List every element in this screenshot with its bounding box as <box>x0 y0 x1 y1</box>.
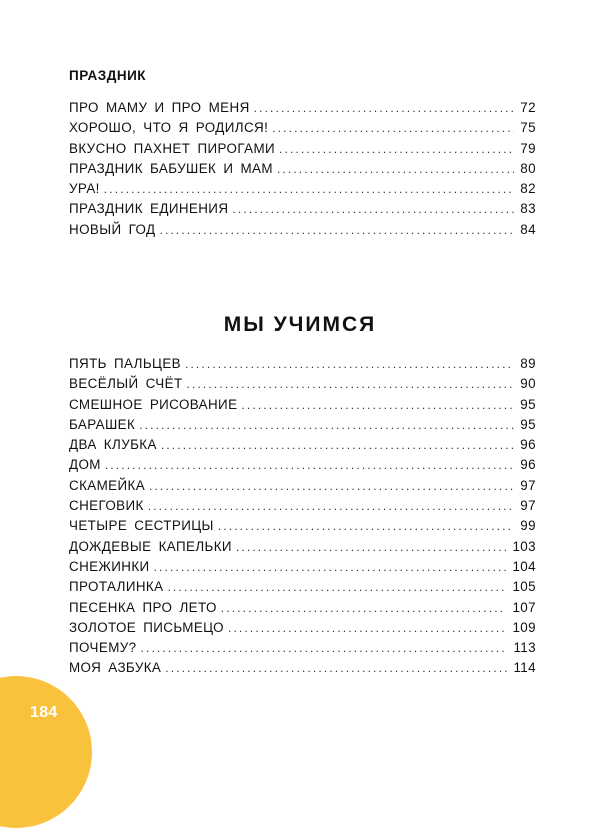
toc-dot-leader <box>228 618 506 638</box>
toc-entry <box>69 98 536 118</box>
toc-entry-page: 103 <box>512 538 536 554</box>
toc-entry-page: 97 <box>520 477 536 493</box>
toc-entry-page: 82 <box>520 181 536 197</box>
toc-entry-page: 96 <box>520 437 536 453</box>
toc-entry-page: 97 <box>520 498 536 514</box>
toc-entry <box>69 476 536 496</box>
toc-dot-leader <box>187 374 515 394</box>
toc-entry <box>69 374 536 394</box>
toc-entry-title: ПЕСЕНКА ПРО ЛЕТО <box>69 599 217 615</box>
toc-dot-leader <box>141 638 508 658</box>
toc-entry-page: 72 <box>520 100 536 115</box>
page-number: 184 <box>30 704 58 721</box>
toc-entry-title: СНЕГОВИК <box>69 498 144 514</box>
toc-entry <box>69 598 536 618</box>
toc-entry-page: 83 <box>520 201 536 217</box>
toc-entry-title: БАРАШЕК <box>69 416 136 432</box>
toc-entry <box>69 455 536 475</box>
toc-entry <box>69 395 536 415</box>
toc-entry-title: НОВЫЙ ГОД <box>69 221 156 237</box>
toc-entry-page: 99 <box>520 518 536 534</box>
toc-dot-leader <box>104 179 515 199</box>
toc-entry-title: ДВА КЛУБКА <box>69 437 157 453</box>
toc-dot-leader <box>254 98 515 118</box>
toc-dot-leader <box>241 395 514 415</box>
toc-dot-leader <box>279 139 514 159</box>
toc-entry <box>69 516 536 536</box>
toc-dot-leader <box>154 557 507 577</box>
page-corner-decoration <box>0 676 92 828</box>
section-heading-my-uchimsya: МЫ УЧИМСЯ <box>223 313 377 336</box>
toc-entry <box>69 118 536 138</box>
toc-entry-page: 109 <box>512 619 536 635</box>
toc-entry-title: ПРАЗДНИК ЕДИНЕНИЯ <box>69 201 229 217</box>
toc-dot-leader <box>105 455 514 475</box>
toc-entry <box>69 496 536 516</box>
toc-entry-page: 107 <box>512 599 536 615</box>
toc-entry-page: 95 <box>520 396 536 412</box>
toc-entry-title: СКАМЕЙКА <box>69 477 146 493</box>
toc-entry-title: СМЕШНОЕ РИСОВАНИЕ <box>69 396 238 412</box>
toc-list-my-uchimsya <box>69 354 536 679</box>
section-heading-prazdnik: ПРАЗДНИК <box>69 68 147 83</box>
toc-entry <box>69 220 536 240</box>
toc-entry <box>69 557 536 577</box>
toc-entry <box>69 658 536 678</box>
toc-entry-page: 84 <box>520 221 536 237</box>
toc-entry-title: ЧЕТЫРЕ СЕСТРИЦЫ <box>69 518 214 534</box>
toc-entry-page: 95 <box>520 416 536 432</box>
toc-dot-leader <box>165 658 507 678</box>
toc-entry-title: ДОЖДЕВЫЕ КАПЕЛЬКИ <box>69 538 232 554</box>
toc-entry-title: ДОМ <box>69 457 101 473</box>
toc-entry-page: 113 <box>513 640 536 656</box>
toc-entry-page: 96 <box>520 457 536 473</box>
toc-entry <box>69 139 536 159</box>
toc-entry-title: ПОЧЕМУ? <box>69 640 137 656</box>
toc-entry-title: ПЯТЬ ПАЛЬЦЕВ <box>69 356 181 371</box>
toc-entry-title: СНЕЖИНКИ <box>69 558 150 574</box>
toc-entry <box>69 179 536 199</box>
toc-entry-page: 105 <box>512 579 536 595</box>
toc-entry-page: 79 <box>520 140 536 156</box>
toc-dot-leader <box>232 199 514 219</box>
toc-dot-leader <box>221 598 507 618</box>
toc-entry <box>69 415 536 435</box>
toc-dot-leader <box>167 577 506 597</box>
toc-entry-page: 104 <box>512 558 536 574</box>
toc-entry <box>69 199 536 219</box>
toc-dot-leader <box>161 435 514 455</box>
toc-dot-leader <box>139 415 514 435</box>
toc-entry-title: ПРАЗДНИК БАБУШЕК И МАМ <box>69 160 273 176</box>
toc-entry-title: УРА! <box>69 181 100 197</box>
toc-dot-leader <box>185 354 514 374</box>
toc-entry-page: 114 <box>513 660 536 676</box>
toc-entry <box>69 618 536 638</box>
toc-entry <box>69 435 536 455</box>
toc-entry-title: ПРОТАЛИНКА <box>69 579 164 595</box>
toc-dot-leader <box>148 496 515 516</box>
toc-entry <box>69 577 536 597</box>
toc-entry-title: ВЕСЁЛЫЙ СЧЁТ <box>69 376 183 392</box>
toc-dot-leader <box>218 516 515 536</box>
toc-entry-page: 90 <box>520 376 536 392</box>
toc-entry <box>69 354 536 374</box>
toc-dot-leader <box>277 159 514 179</box>
toc-entry-page: 80 <box>520 160 536 176</box>
toc-dot-leader <box>236 537 507 557</box>
toc-dot-leader <box>149 476 514 496</box>
toc-entry-title: ПРО МАМУ И ПРО МЕНЯ <box>69 100 250 115</box>
toc-entry-title: МОЯ АЗБУКА <box>69 660 162 676</box>
toc-dot-leader <box>160 220 515 240</box>
toc-entry-title: ЗОЛОТОЕ ПИСЬМЕЦО <box>69 619 224 635</box>
toc-entry <box>69 537 536 557</box>
toc-dot-leader <box>272 118 514 138</box>
toc-entry-page: 75 <box>520 120 536 136</box>
toc-entry <box>69 159 536 179</box>
toc-list-prazdnik <box>69 98 536 240</box>
toc-entry <box>69 638 536 658</box>
toc-entry-page: 89 <box>520 356 536 371</box>
toc-entry-title: ХОРОШО, ЧТО Я РОДИЛСЯ! <box>69 120 269 136</box>
toc-entry-title: ВКУСНО ПАХНЕТ ПИРОГАМИ <box>69 140 276 156</box>
